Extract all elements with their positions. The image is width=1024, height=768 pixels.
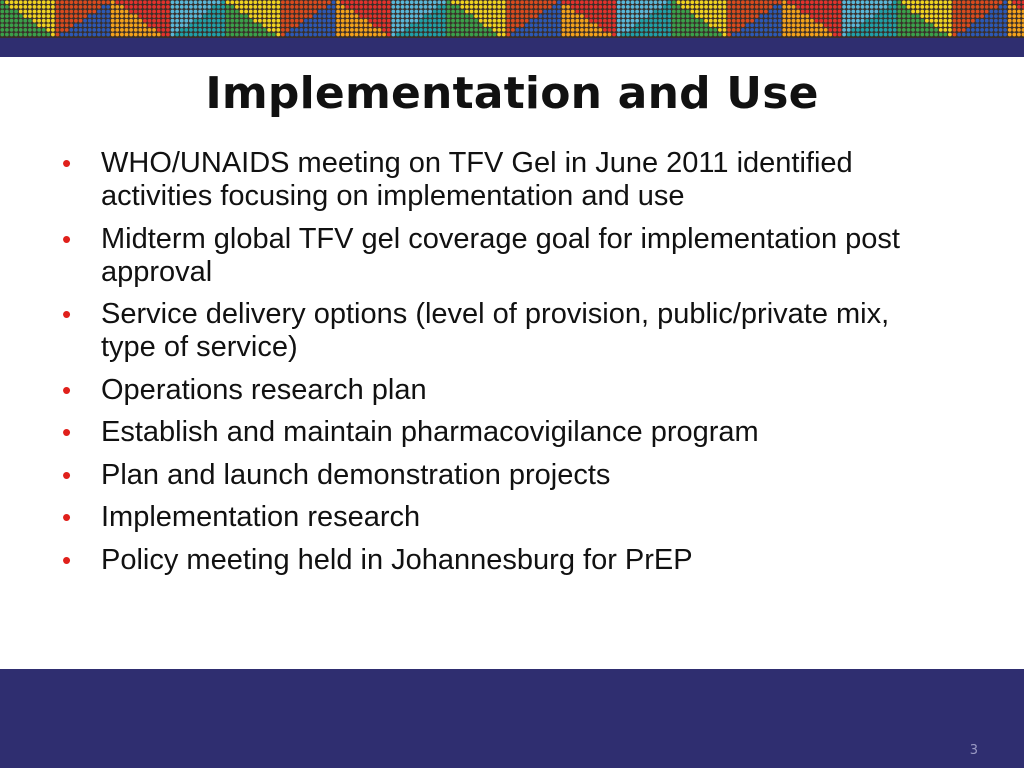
bullet-text: Service delivery options (level of provision, public/private mix, type of service) [101,298,890,363]
bullet-text: Operations research plan [101,373,427,406]
bullet-text: Plan and launch demonstration projects [101,458,611,491]
bullet-item [62,416,922,449]
bullet-text: Implementation research [101,501,421,533]
slide-title: Implementation and Use [205,68,819,119]
bullet-item [62,223,922,289]
bullet-item [62,501,922,534]
bullet-dot-icon: • [62,459,72,490]
bullet-dot-icon: • [62,374,72,405]
bullet-item [62,147,922,213]
bullet-text: WHO/UNAIDS meeting on TFV Gel in June 2011 identified activities focusing on implementation and use [101,147,853,212]
header-stripe [0,38,1024,57]
beadwork-banner [0,0,1024,38]
bullet-item [62,544,922,577]
bullet-text: Establish and maintain pharmacovigilance program [101,416,759,448]
bullet-text: Midterm global TFV gel coverage goal for implementation post approval [101,222,900,288]
bullet-list [62,147,922,586]
bullet-dot-icon: • [62,223,72,254]
beadwork-pattern-icon [0,0,1024,38]
bullet-dot-icon: • [62,417,72,447]
bullet-dot-icon: • [62,299,72,329]
page-number: 3 [969,743,978,758]
bullet-dot-icon: • [62,544,72,575]
bullet-dot-icon: • [62,148,72,178]
bullet-dot-icon: • [62,502,72,532]
bullet-item [62,374,922,407]
bullet-item [62,459,922,492]
footer-band [0,669,1024,768]
bullet-text: Policy meeting held in Johannesburg for PrEP [101,543,693,576]
bullet-item [62,298,922,364]
